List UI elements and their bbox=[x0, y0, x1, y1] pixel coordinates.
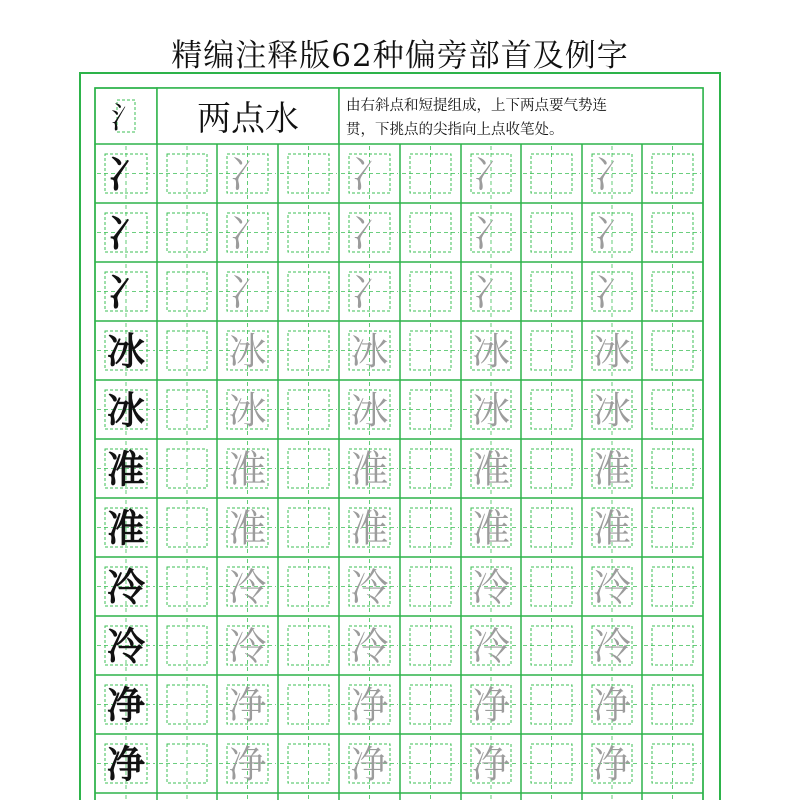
trace-char: 冰 bbox=[471, 329, 511, 374]
trace-char: 冰 bbox=[471, 388, 511, 433]
trace-char: 净 bbox=[350, 683, 389, 728]
trace-char: 冫 bbox=[228, 152, 267, 197]
model-char: 冷 bbox=[106, 564, 146, 610]
header-row bbox=[157, 88, 703, 144]
model-char: 冫 bbox=[106, 151, 146, 197]
model-char: 冷 bbox=[106, 623, 146, 669]
trace-char: 冰 bbox=[592, 329, 632, 374]
practice-characters bbox=[107, 101, 631, 800]
trace-char: 冰 bbox=[228, 329, 267, 374]
trace-char: 净 bbox=[350, 742, 389, 787]
trace-char: 冷 bbox=[350, 624, 389, 669]
model-char: 冰 bbox=[106, 387, 146, 433]
model-char: 冫 bbox=[106, 269, 146, 315]
trace-char: 冷 bbox=[592, 565, 632, 610]
model-char: 冰 bbox=[106, 328, 146, 374]
trace-char: 准 bbox=[350, 506, 389, 551]
trace-char: 净 bbox=[592, 683, 632, 728]
page-title: 精编注释版62种偏旁部首及例字 bbox=[171, 38, 629, 74]
trace-char: 准 bbox=[350, 447, 389, 492]
trace-char: 冫 bbox=[350, 152, 389, 197]
trace-char: 准 bbox=[592, 447, 632, 492]
trace-char: 准 bbox=[471, 506, 511, 551]
trace-char: 冫 bbox=[471, 152, 511, 197]
trace-char: 冷 bbox=[228, 565, 267, 610]
trace-char: 冷 bbox=[592, 624, 632, 669]
description-line-1: 由右斜点和短提组成，上下两点要气势连 bbox=[346, 98, 607, 114]
trace-char: 冷 bbox=[228, 624, 267, 669]
model-char: 净 bbox=[106, 741, 146, 787]
trace-char: 冫 bbox=[228, 211, 267, 256]
trace-char: 冫 bbox=[471, 270, 511, 315]
trace-char: 冷 bbox=[350, 565, 389, 610]
trace-char: 冰 bbox=[592, 388, 632, 433]
radical-name: 两点水 bbox=[197, 99, 299, 139]
trace-char: 冰 bbox=[350, 388, 389, 433]
model-char: 准 bbox=[106, 446, 146, 492]
trace-char: 冫 bbox=[592, 270, 632, 315]
trace-char: 冫 bbox=[592, 211, 632, 256]
trace-char: 冷 bbox=[471, 565, 511, 610]
trace-char: 冰 bbox=[350, 329, 389, 374]
model-char: 准 bbox=[106, 505, 146, 551]
trace-char: 冫 bbox=[350, 270, 389, 315]
trace-char: 冫 bbox=[592, 152, 632, 197]
trace-char: 冷 bbox=[471, 624, 511, 669]
trace-char: 净 bbox=[471, 742, 511, 787]
header-radical-char: 氵 bbox=[111, 101, 141, 136]
trace-char: 准 bbox=[592, 506, 632, 551]
trace-char: 净 bbox=[228, 683, 267, 728]
trace-char: 准 bbox=[471, 447, 511, 492]
trace-char: 冰 bbox=[228, 388, 267, 433]
trace-char: 净 bbox=[471, 683, 511, 728]
model-char: 冫 bbox=[106, 210, 146, 256]
trace-char: 冫 bbox=[471, 211, 511, 256]
trace-char: 冫 bbox=[350, 211, 389, 256]
trace-char: 净 bbox=[228, 742, 267, 787]
trace-char: 准 bbox=[228, 447, 267, 492]
model-char: 净 bbox=[106, 682, 146, 728]
trace-char: 准 bbox=[228, 506, 267, 551]
trace-char: 净 bbox=[592, 742, 632, 787]
trace-char: 冫 bbox=[228, 270, 267, 315]
description-line-2: 贯，下挑点的尖指向上点收笔处。 bbox=[346, 122, 564, 138]
